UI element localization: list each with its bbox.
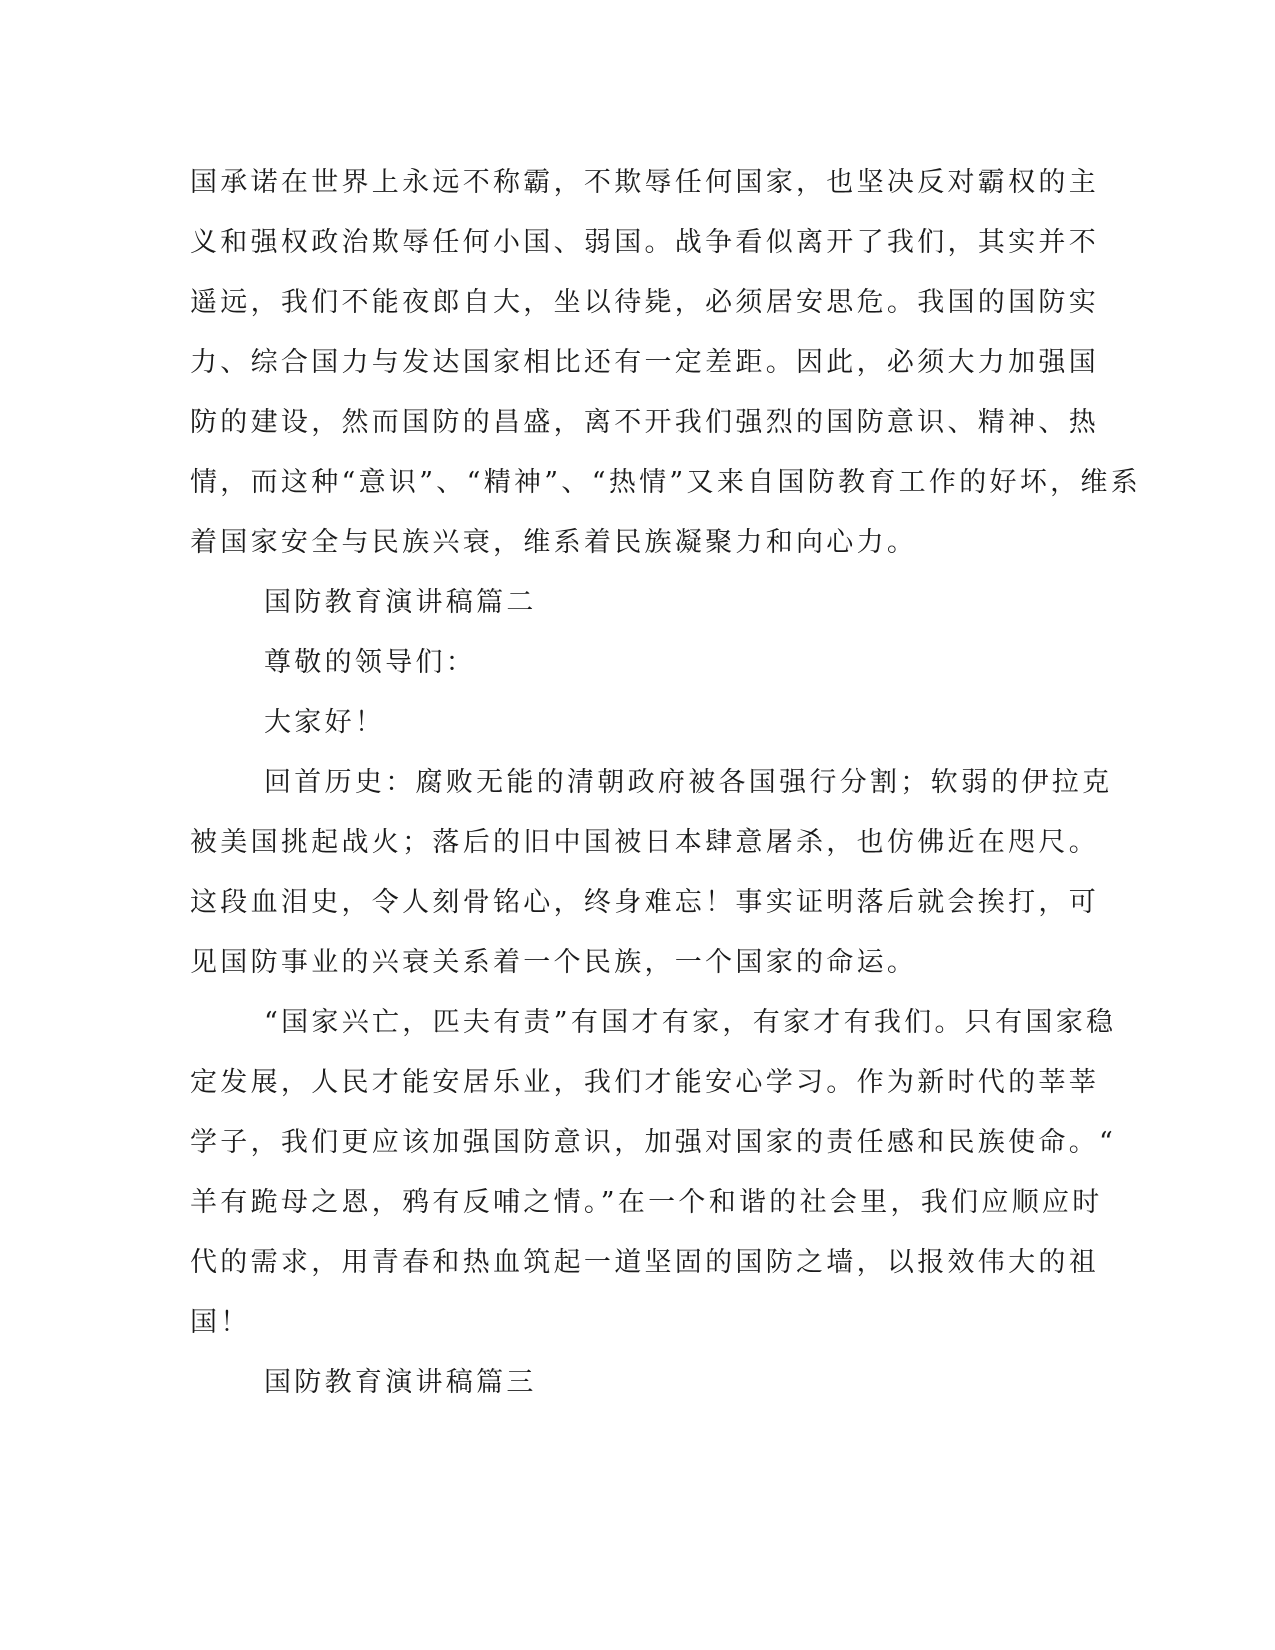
body-text-line: 国！: [190, 1307, 251, 1338]
body-text-line: 国承诺在世界上永远不称霸，不欺辱任何国家，也坚决反对霸权的主: [190, 167, 1099, 198]
paragraph-start-line: 回首历史：腐败无能的清朝政府被各国强行分割；软弱的伊拉克: [264, 767, 1113, 798]
body-text-line: 义和强权政治欺辱任何小国、弱国。战争看似离开了我们，其实并不: [190, 227, 1099, 258]
body-text-line: 羊有跪母之恩，鸦有反哺之情。”在一个和谐的社会里，我们应顺应时: [190, 1187, 1103, 1218]
body-text-line: 情，而这种“意识”、“精神”、“热情”又来自国防教育工作的好坏，维系: [190, 467, 1142, 498]
section-heading-3: 国防教育演讲稿篇三: [264, 1367, 537, 1398]
section-heading-2: 国防教育演讲稿篇二: [264, 587, 537, 618]
greeting: 大家好！: [264, 707, 386, 738]
body-text-line: 被美国挑起战火；落后的旧中国被日本肆意屠杀，也仿佛近在咫尺。: [190, 827, 1099, 858]
body-text-line: 力、综合国力与发达国家相比还有一定差距。因此，必须大力加强国: [190, 347, 1099, 378]
body-text-line: 着国家安全与民族兴衰，维系着民族凝聚力和向心力。: [190, 527, 918, 558]
body-text-line: 定发展，人民才能安居乐业，我们才能安心学习。作为新时代的莘莘: [190, 1067, 1099, 1098]
body-text-line: 这段血泪史，令人刻骨铭心，终身难忘！事实证明落后就会挨打，可: [190, 887, 1099, 918]
body-text-line: 见国防事业的兴衰关系着一个民族，一个国家的命运。: [190, 947, 918, 978]
body-text-line: 遥远，我们不能夜郎自大，坐以待毙，必须居安思危。我国的国防实: [190, 287, 1099, 318]
body-text-line: 学子，我们更应该加强国防意识，加强对国家的责任感和民族使命。“: [190, 1127, 1117, 1158]
paragraph-start-line: “国家兴亡，匹夫有责”有国才有家，有家才有我们。只有国家稳: [264, 1007, 1117, 1038]
body-text-line: 代的需求，用青春和热血筑起一道坚固的国防之墙，以报效伟大的祖: [190, 1247, 1099, 1278]
salutation: 尊敬的领导们：: [264, 647, 477, 678]
body-text-line: 防的建设，然而国防的昌盛，离不开我们强烈的国防意识、精神、热: [190, 407, 1099, 438]
